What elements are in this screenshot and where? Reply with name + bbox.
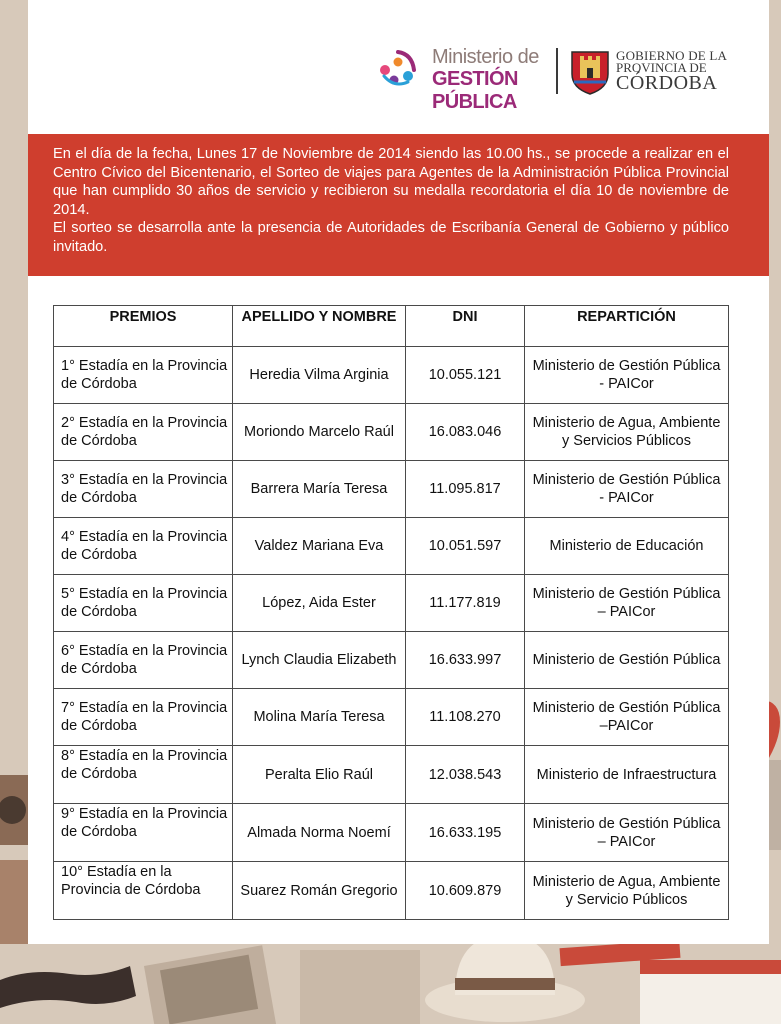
gobierno-cordoba-logo <box>570 44 770 104</box>
table-header-row <box>54 306 729 347</box>
name-cell: Lynch Claudia Elizabeth <box>233 632 406 689</box>
dni-cell: 16.083.046 <box>406 404 525 461</box>
name-cell: López, Aida Ester <box>233 575 406 632</box>
department-cell: Ministerio de Gestión Pública – PAICor <box>525 575 729 632</box>
dni-cell: 10.609.879 <box>406 862 525 920</box>
dni-cell: 11.177.819 <box>406 575 525 632</box>
name-cell: Molina María Teresa <box>233 689 406 746</box>
ministry-name-line2: GESTIÓN PÚBLICA <box>432 68 518 113</box>
prize-cell: 7° Estadía en la Provincia de Córdoba <box>54 689 233 746</box>
department-cell: Ministerio de Gestión Pública - PAICor <box>525 461 729 518</box>
name-cell: Suarez Román Gregorio <box>233 862 406 920</box>
column-header-reparticion: REPARTICIÓN <box>525 306 729 347</box>
gov-name-line1: GOBIERNO DE LA <box>616 48 728 63</box>
prize-cell: 10° Estadía en la Provincia de Córdoba <box>54 862 233 920</box>
prize-cell: 2° Estadía en la Provincia de Córdoba <box>54 404 233 461</box>
column-header-apellido-nombre: APELLIDO Y NOMBRE <box>233 306 406 347</box>
ministry-name-line1: Ministerio de <box>432 46 539 68</box>
name-cell: Heredia Vilma Arginia <box>233 347 406 404</box>
ministry-swirl-icon <box>376 48 420 92</box>
column-header-premios: PREMIOS <box>54 306 233 347</box>
dni-cell: 10.055.121 <box>406 347 525 404</box>
table-row <box>54 632 729 689</box>
logo-divider <box>556 48 558 94</box>
name-cell: Peralta Elio Raúl <box>233 746 406 804</box>
dni-cell: 11.095.817 <box>406 461 525 518</box>
announcement-card <box>28 0 769 944</box>
table-row <box>54 804 729 862</box>
cordoba-shield-icon <box>570 46 610 96</box>
dni-cell: 11.108.270 <box>406 689 525 746</box>
table-row <box>54 518 729 575</box>
gov-name-line3: CÓRDOBA <box>616 72 718 94</box>
department-cell: Ministerio de Gestión Pública - PAICor <box>525 347 729 404</box>
name-cell: Valdez Mariana Eva <box>233 518 406 575</box>
prize-cell: 5° Estadía en la Provincia de Córdoba <box>54 575 233 632</box>
table-row <box>54 746 729 804</box>
department-cell: Ministerio de Gestión Pública <box>525 632 729 689</box>
prize-cell: 6° Estadía en la Provincia de Córdoba <box>54 632 233 689</box>
dni-cell: 12.038.543 <box>406 746 525 804</box>
dni-cell: 16.633.195 <box>406 804 525 862</box>
name-cell: Barrera María Teresa <box>233 461 406 518</box>
table-row <box>54 404 729 461</box>
intro-text: En el día de la fecha, Lunes 17 de Noviembre de 2014 siendo las 10.00 hs., se procede a realizar en el Centro Cívico del Bicentenario, el Sorteo de viajes para Agentes de la Administración Pública Provincial que han cumplido 30 años de servicio y recibieron su medalla recordatoria el día 10 de noviembre de 2014. El sorteo se desarrolla ante la presencia de Autoridades de Escribanía General de Gobierno y público invitado. <box>53 146 729 255</box>
table-row <box>54 347 729 404</box>
prize-cell: 9° Estadía en la Provincia de Córdoba <box>54 804 233 862</box>
prize-cell: 8° Estadía en la Provincia de Córdoba <box>54 746 233 804</box>
table-row <box>54 461 729 518</box>
ministerio-gestion-publica-logo <box>376 40 556 113</box>
table-row <box>54 862 729 920</box>
table-row <box>54 689 729 746</box>
header <box>28 0 769 134</box>
dni-cell: 10.051.597 <box>406 518 525 575</box>
name-cell: Moriondo Marcelo Raúl <box>233 404 406 461</box>
results-table <box>53 305 729 920</box>
table-row <box>54 575 729 632</box>
department-cell: Ministerio de Agua, Ambiente y Servicio Públicos <box>525 862 729 920</box>
prize-cell: 1° Estadía en la Provincia de Córdoba <box>54 347 233 404</box>
department-cell: Ministerio de Gestión Pública – PAICor <box>525 804 729 862</box>
department-cell: Ministerio de Educación <box>525 518 729 575</box>
department-cell: Ministerio de Infraestructura <box>525 746 729 804</box>
column-header-dni: DNI <box>406 306 525 347</box>
department-cell: Ministerio de Agua, Ambiente y Servicios Públicos <box>525 404 729 461</box>
gov-name-line2: PROVINCIA DE <box>616 60 707 75</box>
department-cell: Ministerio de Gestión Pública –PAICor <box>525 689 729 746</box>
intro-banner <box>28 134 769 276</box>
name-cell: Almada Norma Noemí <box>233 804 406 862</box>
prize-cell: 4° Estadía en la Provincia de Córdoba <box>54 518 233 575</box>
prize-cell: 3° Estadía en la Provincia de Córdoba <box>54 461 233 518</box>
dni-cell: 16.633.997 <box>406 632 525 689</box>
